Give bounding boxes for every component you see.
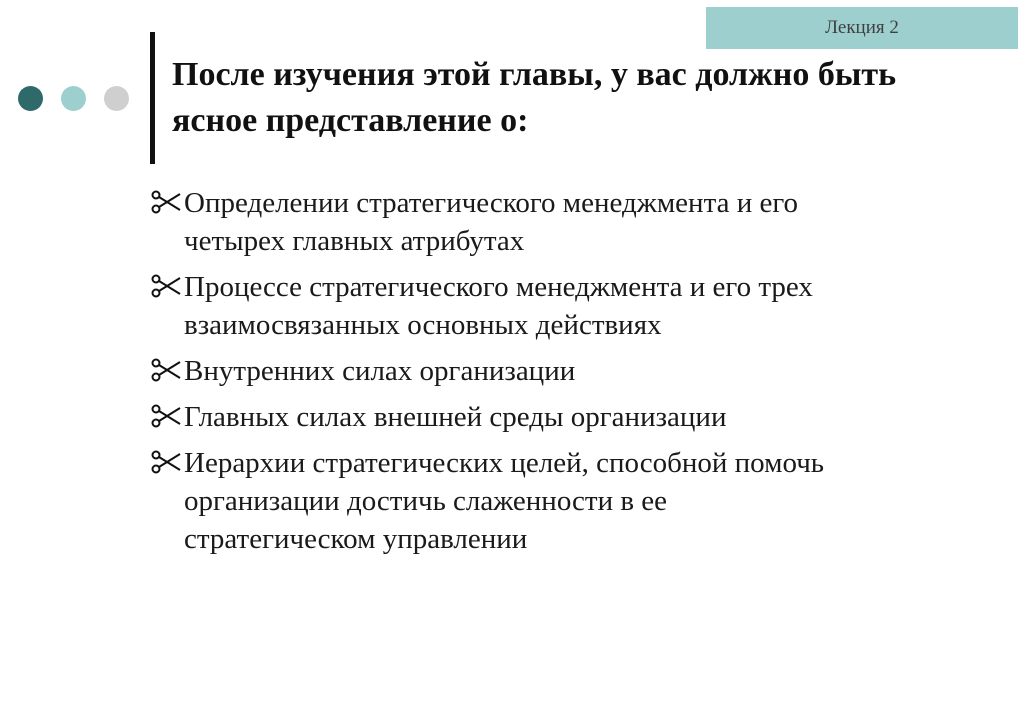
bullet-line-1: Главных силах внешней среды организации	[184, 401, 727, 433]
slide-title	[172, 52, 1022, 144]
bullet-line-1: Иерархии стратегических целей, способной помочь	[184, 447, 825, 479]
lecture-label: Лекция 2	[825, 17, 899, 38]
dot-dark	[18, 86, 43, 111]
bullet-line-1: Определении стратегического менеджмента и его	[184, 187, 799, 219]
scissors-icon	[150, 402, 182, 430]
bullet-line-2: организации достичь слаженности в ее	[184, 485, 668, 517]
bullet-line-3: стратегическом управлении	[184, 523, 528, 555]
scissors-icon	[150, 188, 182, 216]
lecture-tag	[706, 7, 1018, 49]
list-item	[150, 444, 970, 558]
bullet-list	[150, 184, 970, 566]
bullet-line-1: Внутренних силах организации	[184, 355, 576, 387]
scissors-icon	[150, 272, 182, 300]
dot-light	[61, 86, 86, 111]
list-item	[150, 184, 970, 260]
bullet-line-1: Процессе стратегического менеджмента и его трех	[184, 271, 813, 303]
bullet-line-2: взаимосвязанных основных действиях	[184, 309, 662, 341]
title-line-2: ясное представление о:	[172, 102, 529, 139]
dot-gray	[104, 86, 129, 111]
scissors-icon	[150, 356, 182, 384]
title-divider	[150, 32, 155, 164]
list-item	[150, 268, 970, 344]
decorative-dots	[18, 86, 129, 110]
title-line-1: После изучения этой главы, у вас должно быть	[172, 56, 897, 93]
list-item	[150, 352, 970, 390]
bullet-line-2: четырех главных атрибутах	[184, 225, 525, 257]
scissors-icon	[150, 448, 182, 476]
list-item	[150, 398, 970, 436]
